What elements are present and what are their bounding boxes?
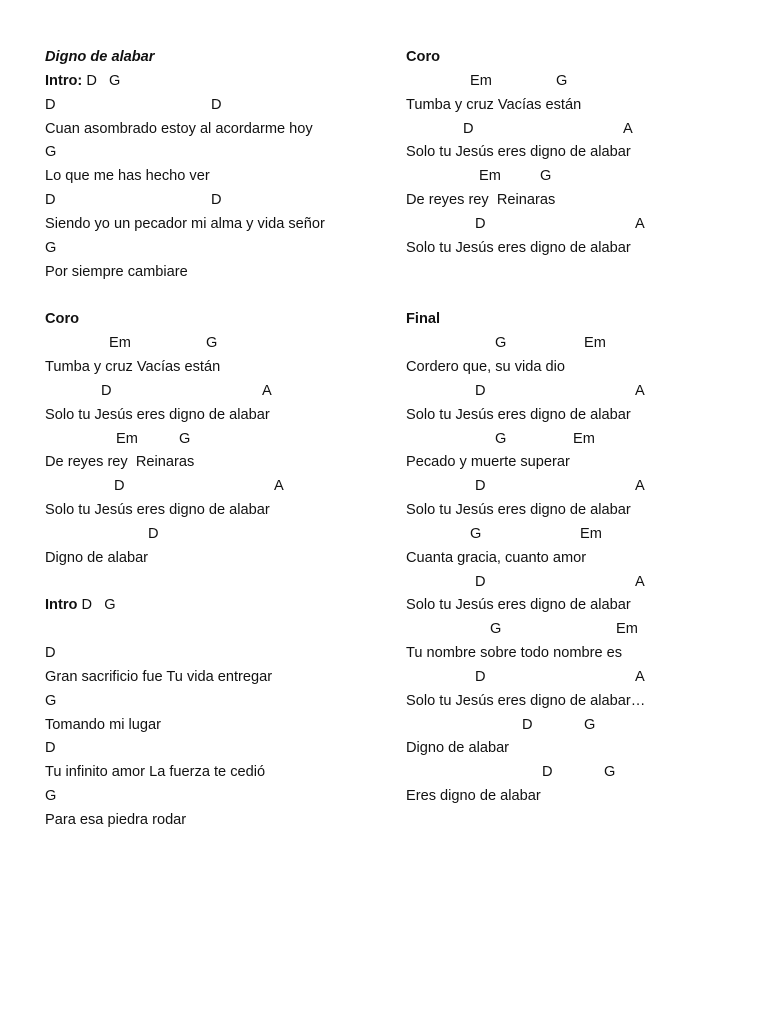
lyric-line: Solo tu Jesús eres digno de alabar [406, 502, 631, 519]
chord: Em [616, 621, 638, 638]
lyric-line: Solo tu Jesús eres digno de alabar [45, 502, 270, 519]
blank-line [406, 284, 756, 308]
chord: A [262, 382, 272, 399]
section-heading-final: Final [406, 311, 441, 328]
section-heading-coro: Coro [45, 311, 80, 328]
lyric-line: Tumba y cruz Vacías están [45, 358, 221, 375]
lyric-line: Cordero que, su vida dio [406, 358, 566, 375]
chord: A [274, 478, 284, 495]
chord: G [604, 764, 616, 781]
chord: D [45, 192, 56, 209]
blank-line [45, 284, 395, 308]
lyric-line: Solo tu Jesús eres digno de alabar [406, 406, 631, 423]
chord: G [556, 72, 568, 89]
intro-label: Intro: [45, 72, 83, 89]
section-heading-coro: Coro [406, 49, 441, 65]
chord: Em [584, 335, 606, 352]
chord-line [45, 380, 395, 404]
lyric-line: Solo tu Jesús eres digno de alabar… [406, 692, 646, 709]
chord: D [148, 525, 159, 542]
chord-line [45, 785, 395, 809]
chord: Em [109, 335, 131, 352]
chord-line [406, 618, 756, 642]
chord-line [45, 690, 395, 714]
chord-line [406, 428, 756, 452]
chord-line [406, 761, 756, 785]
lyric-line: Solo tu Jesús eres digno de alabar [406, 144, 631, 161]
chord: G [45, 144, 57, 161]
lyric-line: Tu nombre sobre todo nombre es [406, 645, 623, 662]
chord: G [45, 788, 57, 805]
chord: D [45, 96, 56, 113]
chord: A [635, 382, 645, 399]
lyric-line: Solo tu Jesús eres digno de alabar [406, 597, 631, 614]
intro-label: Intro [45, 597, 78, 614]
lyric-line: Eres digno de alabar [406, 788, 541, 805]
chord-line [406, 165, 756, 189]
chord: D [101, 382, 112, 399]
chord-line [406, 714, 756, 738]
chord: D [475, 573, 486, 590]
chord: A [635, 215, 645, 232]
chord: D [475, 668, 486, 685]
chord-line [45, 332, 395, 356]
chord: D [463, 120, 474, 137]
chord: A [635, 668, 645, 685]
chord-line [45, 737, 395, 761]
chord-line [45, 94, 395, 118]
intro-line [45, 70, 395, 94]
chord-line [45, 428, 395, 452]
chord-line [45, 523, 395, 547]
intro-chords: D G [82, 72, 121, 89]
lyric-line: Digno de alabar [45, 549, 149, 566]
chord-line [406, 523, 756, 547]
chord: D [475, 478, 486, 495]
chord-line [45, 475, 395, 499]
chord: A [623, 120, 633, 137]
chord: G [470, 525, 482, 542]
chord-line [406, 70, 756, 94]
chord: D [475, 382, 486, 399]
chord-line [406, 332, 756, 356]
right-column [406, 46, 756, 809]
chord: D [542, 764, 553, 781]
chord-line [45, 237, 395, 261]
chord: G [45, 239, 57, 256]
chord: G [540, 168, 552, 185]
left-column [45, 46, 395, 833]
lyric-line: De reyes rey Reinaras [406, 192, 556, 209]
chord-line [406, 475, 756, 499]
chord: Em [470, 72, 492, 89]
lyric-line: Solo tu Jesús eres digno de alabar [406, 239, 631, 256]
chord: D [522, 716, 533, 733]
chord: D [45, 645, 56, 662]
chord: G [495, 335, 507, 352]
lyric-line: Tu infinito amor La fuerza te cedió [45, 764, 266, 781]
chord-line [406, 666, 756, 690]
intro-chords: D G [77, 597, 116, 614]
lyric-line: Por siempre cambiare [45, 263, 188, 280]
lyric-line: Para esa piedra rodar [45, 812, 187, 828]
lyric-line: Pecado y muerte superar [406, 454, 570, 471]
lyric-line: Digno de alabar [406, 740, 510, 757]
chord-line [406, 213, 756, 237]
lyric-line: Siendo yo un pecador mi alma y vida señor [45, 215, 325, 232]
lyric-line: De reyes rey Reinaras [45, 454, 195, 471]
chord: D [211, 192, 222, 209]
chord: Em [479, 168, 501, 185]
chord-line [45, 141, 395, 165]
chord: D [114, 478, 125, 495]
lyric-line: Lo que me has hecho ver [45, 168, 210, 185]
chord: A [635, 573, 645, 590]
song-title: Digno de alabar [45, 49, 155, 65]
chord: A [635, 478, 645, 495]
lyric-line: Cuan asombrado estoy al acordarme hoy [45, 120, 313, 137]
chord: G [584, 716, 596, 733]
blank-line [45, 618, 395, 642]
chord: G [206, 335, 218, 352]
lyric-line: Cuanta gracia, cuanto amor [406, 549, 587, 566]
chord: Em [580, 525, 602, 542]
chord: G [179, 430, 191, 447]
chord-line [406, 380, 756, 404]
chord: Em [573, 430, 595, 447]
lyric-line: Gran sacrificio fue Tu vida entregar [45, 668, 273, 685]
chord: D [211, 96, 222, 113]
chord-line [45, 642, 395, 666]
lyric-line: Tumba y cruz Vacías están [406, 96, 582, 113]
lyric-line: Solo tu Jesús eres digno de alabar [45, 406, 270, 423]
blank-line [406, 261, 756, 285]
chord: G [495, 430, 507, 447]
chord: G [490, 621, 502, 638]
chord: Em [116, 430, 138, 447]
chord: G [45, 692, 57, 709]
chord-line [406, 118, 756, 142]
chord-line [406, 571, 756, 595]
lyric-line: Tomando mi lugar [45, 716, 161, 733]
chord: D [475, 215, 486, 232]
intro-line [45, 594, 395, 618]
blank-line [45, 571, 395, 595]
chord: D [45, 740, 56, 757]
chord-line [45, 189, 395, 213]
